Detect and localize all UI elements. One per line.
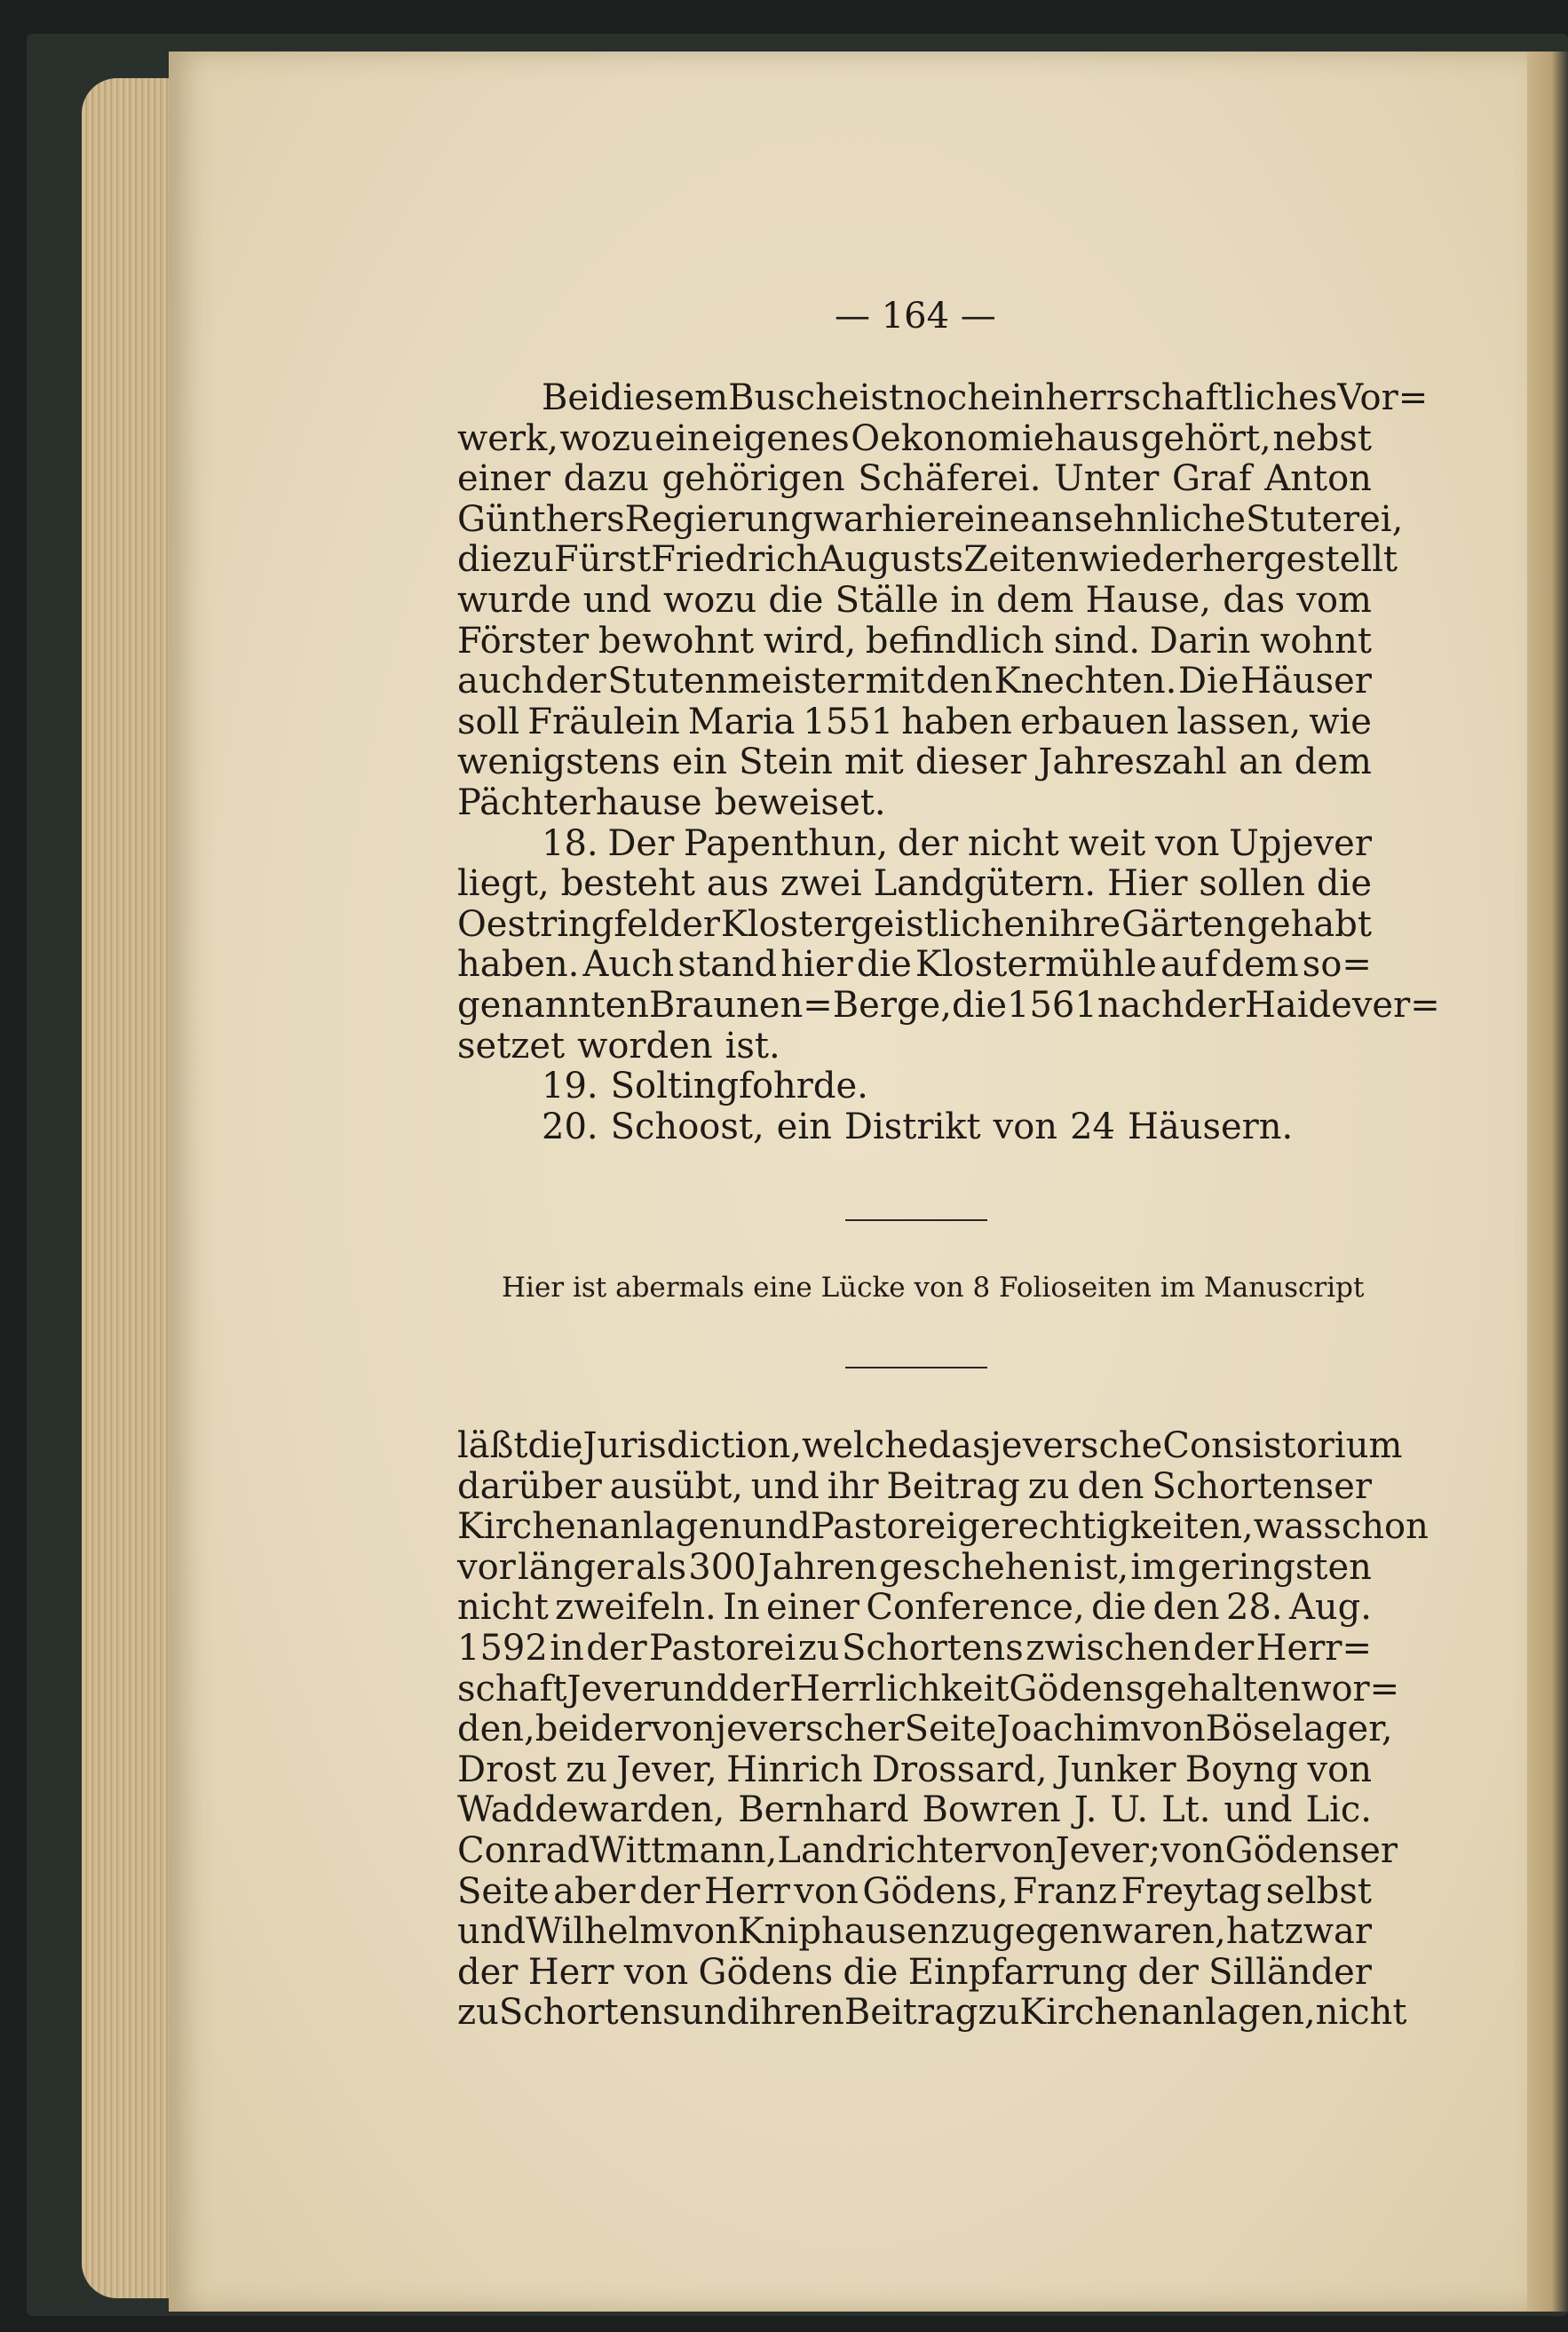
word: Distrikt [843, 1106, 981, 1147]
word: dazu [563, 458, 649, 500]
word: ist [859, 377, 903, 418]
word: Lic. [1305, 1789, 1372, 1831]
word: Busche [728, 377, 859, 418]
word: Fräulein [527, 701, 680, 742]
text-line [457, 1548, 1372, 1589]
word: die [1316, 863, 1372, 905]
word: auch [457, 661, 544, 702]
word: ist, [1073, 1546, 1129, 1588]
word: befindlich [865, 620, 1044, 662]
editorial-note: Hier ist abermals eine Lücke von 8 Folioseiten im Manuscript [502, 1272, 1365, 1304]
text-line [457, 377, 1429, 419]
word: den, [457, 1709, 535, 1750]
text-line [457, 1829, 1398, 1872]
word: besteht [560, 863, 695, 905]
separator-rule-top [845, 1219, 987, 1221]
word: Seite [904, 1709, 997, 1750]
word: wohnt [1260, 620, 1372, 662]
word: zu [457, 1992, 499, 2034]
text-line [457, 419, 1372, 460]
text-line [457, 1629, 1372, 1670]
word: Schoost, [610, 1106, 764, 1147]
word: von [1307, 1749, 1372, 1790]
word: zu [978, 1992, 1020, 2034]
word: Bei [542, 377, 600, 418]
word: mit [843, 742, 904, 783]
word: Vor= [1337, 377, 1429, 418]
word: von [1154, 822, 1220, 864]
word: Der [607, 822, 675, 864]
word: Häusern. [1127, 1106, 1294, 1147]
word: ausübt, [609, 1465, 743, 1507]
text-line [457, 1992, 1407, 2034]
word: setzet [457, 1025, 566, 1067]
word: Oestringfelder [457, 903, 721, 945]
word: und [457, 1911, 527, 1953]
word: Schortenser [1152, 1465, 1372, 1507]
word: Einpfarrung [907, 1951, 1128, 1993]
word: darüber [457, 1465, 602, 1507]
word: zu [512, 539, 554, 581]
word: ein [776, 1106, 832, 1147]
word: Pächterhause [457, 781, 702, 823]
word: ein [671, 742, 727, 783]
word: Waddewarden, [457, 1789, 725, 1831]
text-line [457, 1067, 1372, 1107]
word: vor [457, 1546, 516, 1588]
text-line [457, 1750, 1372, 1791]
word: Kniphausen [737, 1911, 951, 1953]
text-block-lower [457, 1425, 1429, 2034]
word: dieser [915, 742, 1027, 783]
word: Pastorei [649, 1627, 796, 1669]
word: 19. [542, 1066, 598, 1107]
word: 28. [1225, 1587, 1283, 1629]
word: und [741, 1506, 811, 1548]
word: Aug. [1288, 1587, 1372, 1629]
word: der [1137, 1951, 1199, 1993]
word: so= [1302, 944, 1372, 986]
word: und [660, 1668, 729, 1709]
word: von [794, 1870, 859, 1912]
word: Böselager, [1205, 1709, 1393, 1750]
word: der [1192, 1627, 1255, 1669]
word: zweifeln. [555, 1587, 717, 1629]
word: welche [801, 1425, 929, 1466]
word: bewohnt [598, 620, 755, 662]
word: zwar [1284, 1911, 1372, 1953]
word: der [457, 1951, 519, 1993]
word: Anton [1264, 458, 1372, 500]
word: Pastoreigerechtigkeiten, [810, 1506, 1254, 1548]
text-line [457, 1107, 1372, 1148]
text-line [457, 1425, 1403, 1467]
word: Maria [687, 701, 796, 742]
word: Augusts [819, 539, 964, 581]
word: noch [903, 377, 991, 418]
word: 1592 [457, 1627, 548, 1669]
word: länger [517, 1546, 634, 1588]
word: weit [1068, 822, 1146, 864]
word: wurde [457, 579, 572, 621]
word: vom [1296, 579, 1372, 621]
word: wor= [1301, 1668, 1400, 1709]
word: lassen, [1176, 701, 1302, 742]
text-line [457, 1506, 1429, 1548]
word: Herr= [1255, 1627, 1372, 1669]
text-line [457, 824, 1372, 865]
word: gehört, [1140, 417, 1271, 459]
word: Häuser [1240, 661, 1372, 702]
word: Papenthun, [683, 822, 889, 864]
word: wie [1309, 701, 1372, 742]
word: der [897, 822, 959, 864]
word: liegt, [457, 863, 550, 905]
word: wird, [763, 620, 857, 662]
text-line [457, 622, 1372, 662]
word: der [728, 1668, 790, 1709]
word: Hier [1107, 863, 1188, 905]
text-line [457, 498, 1404, 541]
word: nicht [1315, 1992, 1407, 2034]
word: Schortens [498, 1992, 681, 2034]
word: von [623, 1951, 689, 1993]
word: Ställe [835, 579, 939, 621]
word: Landgütern. [873, 863, 1097, 905]
separator-rule-bottom [845, 1367, 987, 1368]
word: nach [1097, 984, 1184, 1026]
word: Consistorium [1162, 1425, 1403, 1466]
word: beweiset. [714, 781, 886, 823]
text-line [457, 1588, 1372, 1629]
word: wozu [662, 579, 757, 621]
word: stand [677, 944, 778, 986]
word: haben [901, 701, 1012, 742]
word: Gödens, [862, 1870, 1009, 1912]
word: und [750, 1465, 820, 1507]
word: nicht [967, 822, 1059, 864]
word: gehalten [1144, 1668, 1302, 1709]
word: von [1141, 1709, 1206, 1750]
text-line [457, 581, 1372, 622]
word: Lt. [1161, 1789, 1211, 1831]
word: zwei [780, 863, 862, 905]
word: die [768, 579, 824, 621]
text-line [457, 1953, 1372, 1994]
word: Friedrich [651, 539, 820, 581]
word: wieder [1079, 539, 1203, 581]
word: von [651, 1709, 716, 1750]
word: Herr [527, 1951, 614, 1993]
word: Schäferei. [858, 458, 1041, 500]
word: an [1238, 742, 1283, 783]
word: die [1091, 1587, 1147, 1629]
word: Gödens [1009, 1668, 1144, 1709]
text-line [457, 1912, 1372, 1953]
word: Braunen=Berge, [648, 984, 952, 1026]
word: Beitrag [843, 1992, 978, 2034]
word: von [1160, 1829, 1225, 1871]
word: Boyng [1184, 1749, 1299, 1790]
text-line [457, 539, 1398, 581]
word: Hause, [1085, 579, 1211, 621]
word: der [586, 1627, 647, 1669]
word: Junker [1056, 1749, 1176, 1790]
word: Kirchenanlagen, [1019, 1992, 1316, 2034]
word: der [545, 661, 606, 702]
word: herrschaftliches [1045, 377, 1338, 418]
word: geringsten [1177, 1546, 1372, 1588]
word: war [812, 498, 882, 540]
word: zu [566, 1749, 608, 1790]
word: die [457, 539, 513, 581]
word: worden [577, 1025, 713, 1067]
word: werk, [457, 417, 558, 459]
text-line [457, 1027, 1372, 1067]
word: Günthers [457, 498, 625, 540]
book-spine-edge [1527, 52, 1568, 2312]
word: Fürst [553, 539, 652, 581]
word: zwischen [1026, 1627, 1192, 1669]
word: hergestellt [1202, 539, 1398, 581]
word: zu [797, 1627, 840, 1669]
word: hier [881, 498, 954, 540]
word: Jahren [757, 1546, 877, 1588]
word: jeverscher [715, 1709, 905, 1750]
text-line [457, 905, 1372, 946]
word: in [550, 1627, 584, 1669]
word: genannten [457, 984, 649, 1026]
word: ihre [1048, 903, 1121, 945]
word: Bernhard [738, 1789, 909, 1831]
text-block-upper [457, 377, 1440, 1147]
word: die [856, 944, 912, 986]
word: ein [990, 377, 1046, 418]
word: was [1253, 1506, 1324, 1548]
word: und [1224, 1789, 1293, 1831]
word: Darin [1149, 620, 1251, 662]
word: haben. [457, 944, 580, 986]
word: U. [1110, 1789, 1149, 1831]
word: Freytag [1121, 1870, 1263, 1912]
word: von [673, 1911, 738, 1953]
word: das [1223, 579, 1286, 621]
word: nicht [457, 1587, 549, 1629]
word: Klostermühle [915, 944, 1157, 986]
word: Bowren [922, 1789, 1061, 1831]
word: den [1077, 1465, 1144, 1507]
word: ansehnliche [1030, 498, 1246, 540]
text-line [457, 864, 1372, 905]
word: und [582, 579, 652, 621]
word: Stutenmeister [607, 661, 864, 702]
word: eigenes [711, 417, 850, 459]
word: 18. [542, 822, 598, 864]
word: Herr [704, 1870, 790, 1912]
word: Förster [457, 620, 590, 662]
word: geschehen [879, 1546, 1072, 1588]
word: Unter [1054, 458, 1160, 500]
word: und [680, 1992, 749, 2034]
word: selbst [1265, 1870, 1372, 1912]
word: Zeiten [963, 539, 1080, 581]
word: sind. [1053, 620, 1141, 662]
word: Soltingfohrde. [610, 1066, 868, 1107]
word: Franz [1012, 1870, 1117, 1912]
word: gehörigen [661, 458, 845, 500]
word: Jurisdiction, [582, 1425, 802, 1466]
word: im [1130, 1546, 1176, 1588]
word: gehabt [1247, 903, 1372, 945]
word: Knechten. [994, 661, 1177, 702]
word: dem [996, 579, 1074, 621]
text-line [457, 742, 1372, 783]
word: Jever [566, 1668, 661, 1709]
word: ist. [725, 1025, 780, 1067]
word: Conrad [457, 1829, 590, 1871]
word: ein [654, 417, 710, 459]
word: den [1152, 1587, 1220, 1629]
word: zugegen [950, 1911, 1103, 1953]
word: Klostergeistlichen [720, 903, 1048, 945]
word: mit [865, 661, 925, 702]
word: Wittmann, [590, 1829, 778, 1871]
word: waren, [1102, 1911, 1226, 1953]
word: in [950, 579, 985, 621]
word: von [993, 1106, 1058, 1147]
word: den [925, 661, 994, 702]
word: aber [553, 1870, 636, 1912]
word: Landrichter [777, 1829, 992, 1871]
word: die [843, 1951, 899, 1993]
page-number: — 164 — [835, 296, 996, 337]
word: Gödens [698, 1951, 834, 1993]
word: Conference, [866, 1587, 1085, 1629]
word: läßt [457, 1425, 528, 1466]
word: zu [1027, 1465, 1070, 1507]
text-line [457, 1790, 1372, 1831]
word: Beitrag [886, 1465, 1020, 1507]
text-line [457, 459, 1372, 500]
word: Silländer [1208, 1951, 1372, 1993]
word: nebst [1272, 417, 1372, 459]
text-line [457, 702, 1372, 743]
word: der [639, 1870, 701, 1912]
word: der [1184, 984, 1245, 1026]
word: 300 [688, 1546, 756, 1588]
word: einer [766, 1587, 860, 1629]
word: 20. [542, 1106, 598, 1147]
text-line [457, 783, 1372, 824]
text-line [457, 945, 1372, 986]
word: Oekonomiehaus [851, 417, 1140, 459]
word: einer [457, 458, 551, 500]
word: die [527, 1425, 583, 1466]
word: Hinrich [726, 1749, 863, 1790]
word: wozu [559, 417, 653, 459]
text-line [457, 1872, 1372, 1913]
word: Stuterei, [1246, 498, 1404, 540]
word: ihr [827, 1465, 879, 1507]
word: auf [1160, 944, 1218, 986]
word: jeversche [990, 1425, 1163, 1466]
word: Drossard, [871, 1749, 1048, 1790]
word: Wilhelm [526, 1911, 674, 1953]
word: soll [457, 701, 520, 742]
word: aus [706, 863, 769, 905]
word: das [928, 1425, 991, 1466]
word: von [991, 1829, 1056, 1871]
word: hat [1225, 1911, 1285, 1953]
word: sollen [1199, 863, 1306, 905]
word: Herrlichkeit [789, 1668, 1010, 1709]
word: dem [1221, 944, 1299, 986]
word: die [951, 984, 1008, 1026]
word: eine [954, 498, 1031, 540]
word: diesem [599, 377, 729, 418]
word: 1561 [1007, 984, 1097, 1026]
word: Auch [582, 944, 675, 986]
word: Haide [1245, 984, 1352, 1026]
word: Seite [457, 1870, 550, 1912]
word: In [723, 1587, 760, 1629]
word: J. [1073, 1789, 1097, 1831]
word: der [590, 1709, 652, 1750]
word: Kirchenanlagen [457, 1506, 742, 1548]
text-line [457, 984, 1440, 1027]
word: Jever; [1055, 1829, 1161, 1871]
word: Jever, [616, 1749, 717, 1790]
word: Gödenser [1224, 1829, 1398, 1871]
word: als [635, 1546, 687, 1588]
word: ver= [1351, 984, 1440, 1026]
text-line [457, 662, 1372, 702]
word: 1551 [803, 701, 894, 742]
text-line [457, 1668, 1400, 1710]
word: Gärten [1121, 903, 1247, 945]
word: schon [1323, 1506, 1429, 1548]
word: bei [535, 1709, 590, 1750]
word: Schortens [841, 1627, 1024, 1669]
word: hier [780, 944, 853, 986]
word: erbauen [1019, 701, 1169, 742]
word: Drost [457, 1749, 557, 1790]
text-line [457, 1709, 1393, 1750]
word: Graf [1172, 458, 1252, 500]
word: Upjever [1229, 822, 1372, 864]
text-line [457, 1467, 1372, 1508]
word: Joachim [996, 1709, 1142, 1750]
word: Jahreszahl [1038, 742, 1227, 783]
word: ihren [748, 1992, 844, 2034]
word: Stein [739, 742, 833, 783]
word: 24 [1070, 1106, 1115, 1147]
word: schaft [457, 1668, 567, 1709]
word: wenigstens [457, 742, 661, 783]
word: Regierung [624, 498, 813, 540]
word: Die [1177, 661, 1239, 702]
word: dem [1294, 742, 1372, 783]
